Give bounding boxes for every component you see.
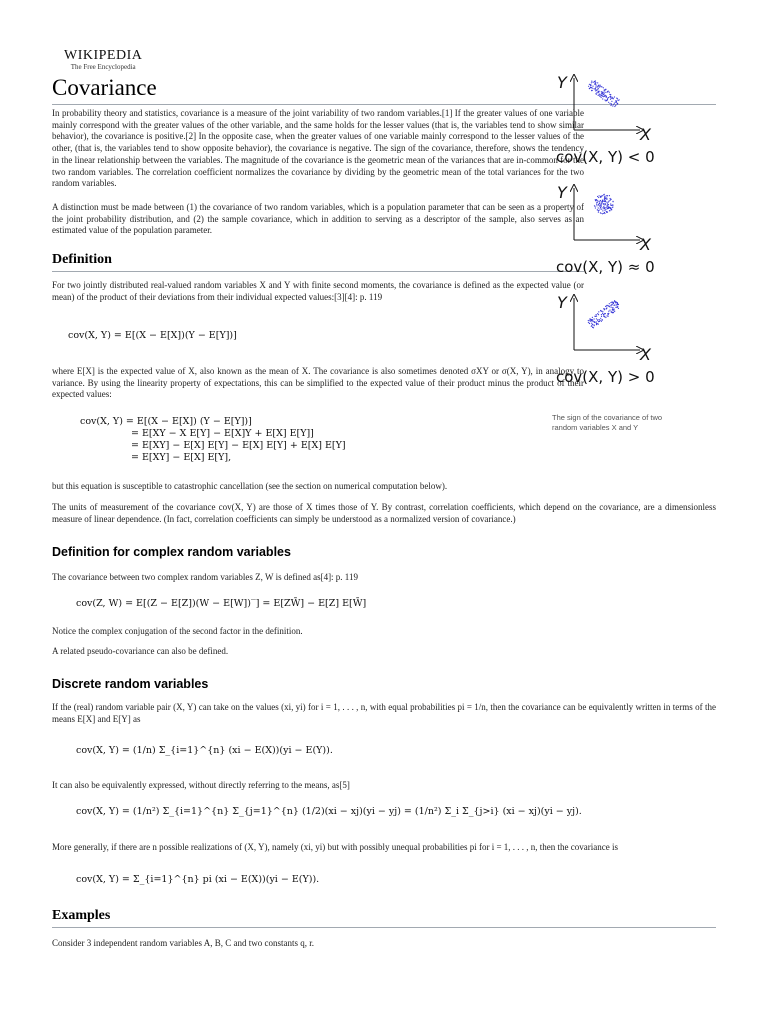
scatter-point xyxy=(607,211,608,212)
scatter-point xyxy=(603,316,604,317)
scatter-point xyxy=(615,100,616,101)
scatter-point xyxy=(590,87,591,88)
scatter-point xyxy=(608,201,609,202)
scatter-point xyxy=(602,313,603,314)
discrete-paragraph-3: More generally, if there are n possible realizations of (X, Y), namely (xi, yi) but with possibly unequal probabilities pi for i = 1, . . . , n, then the covariance is xyxy=(52,842,619,852)
scatter-point xyxy=(605,317,606,318)
wordmark-subtitle: The Free Encyclopedia xyxy=(70,63,136,71)
scatter-point xyxy=(601,314,602,315)
scatter-point xyxy=(607,206,608,207)
scatter-point xyxy=(593,321,594,322)
scatter-point xyxy=(598,321,599,322)
scatter-point xyxy=(600,212,601,213)
scatter-point xyxy=(615,102,616,103)
scatter-point xyxy=(610,305,611,306)
scatter-point xyxy=(602,201,603,202)
scatter-point xyxy=(594,205,595,206)
scatter-point xyxy=(602,95,603,96)
scatter-point xyxy=(606,207,607,208)
scatter-point xyxy=(601,321,602,322)
y-axis-label: Y xyxy=(557,73,567,92)
scatter-point xyxy=(613,303,614,304)
scatter-point xyxy=(606,211,607,212)
complex-paragraph-2: Notice the complex conjugation of the second factor in the definition. xyxy=(52,626,303,636)
scatter-point xyxy=(595,88,596,89)
scatter-point xyxy=(608,311,609,312)
definition-paragraph-4: The units of measurement of the covariance cov(X, Y) are those of X times those of Y. By contrast, correlation coefficients, which depend on the covariance, are a dimensionless measure of linear dependence. (In fact, correlation coefficients can simply be understood as a normalized version of covariance.) xyxy=(52,502,716,524)
scatter-point xyxy=(591,90,592,91)
complex-equation: cov(Z, W) = E[(Z − E[Z])(W − E[W])‾] = E[ZW̄] − E[Z] E[W̄] xyxy=(76,598,367,609)
scatter-point xyxy=(600,200,601,201)
scatter-point xyxy=(599,96,600,97)
panel-equation: cov(X, Y) ≈ 0 xyxy=(556,258,655,276)
scatter-point xyxy=(599,203,600,204)
scatter-point xyxy=(599,195,600,196)
scatter-point xyxy=(598,210,599,211)
scatter-point xyxy=(598,314,599,315)
scatter-point xyxy=(616,304,617,305)
scatter-point xyxy=(610,198,611,199)
scatter-point xyxy=(592,327,593,328)
scatter-point xyxy=(599,321,600,322)
scatter-point xyxy=(596,92,597,93)
scatter-point xyxy=(597,82,598,83)
scatter-point xyxy=(602,319,603,320)
scatter-point xyxy=(591,323,592,324)
scatter-point xyxy=(609,195,610,196)
discrete-equation-2: cov(X, Y) = (1/n²) Σ_{i=1}^{n} Σ_{j=1}^{n} (1/2)(xi − xj)(yi − yj) = (1/n²) Σ_i Σ_{j>i} (xi − xj)(yi − yj). xyxy=(76,806,582,817)
scatter-point xyxy=(614,96,615,97)
scatter-point xyxy=(611,101,612,102)
scatter-point xyxy=(600,318,601,319)
scatter-point xyxy=(596,314,597,315)
scatter-point xyxy=(604,314,605,315)
scatter-point xyxy=(614,311,615,312)
scatter-point xyxy=(598,95,599,96)
scatter-point xyxy=(603,206,604,207)
scatter-point xyxy=(599,201,600,202)
scatter-point xyxy=(596,200,597,201)
scatter-point xyxy=(615,105,616,106)
scatter-point xyxy=(608,207,609,208)
scatter-point xyxy=(594,325,595,326)
scatter-point xyxy=(601,97,602,98)
scatter-point xyxy=(607,203,608,204)
scatter-point xyxy=(612,201,613,202)
scatter-panel xyxy=(556,293,655,386)
scatter-point xyxy=(607,195,608,196)
scatter-point xyxy=(595,82,596,83)
x-axis-label: X xyxy=(640,235,651,254)
scatter-point xyxy=(611,307,612,308)
figure-panels xyxy=(556,73,655,386)
scatter-point xyxy=(593,88,594,89)
examples-paragraph-1: Consider 3 independent random variables A, B, C and two constants q, r. xyxy=(52,938,314,948)
scatter-point xyxy=(595,90,596,91)
wordmark-title: WIKIPEDIA xyxy=(64,48,143,63)
scatter-point xyxy=(612,302,613,303)
scatter-point xyxy=(617,98,618,99)
scatter-point xyxy=(588,322,589,323)
scatter-point xyxy=(608,316,609,317)
scatter-point xyxy=(605,89,606,90)
scatter-point xyxy=(613,104,614,105)
scatter-point xyxy=(614,103,615,104)
scatter-point xyxy=(606,198,607,199)
scatter-point xyxy=(608,102,609,103)
scatter-point xyxy=(596,321,597,322)
scatter-point xyxy=(616,102,617,103)
scatter-point xyxy=(596,90,597,91)
scatter-point xyxy=(597,196,598,197)
scatter-point xyxy=(602,210,603,211)
scatter-point xyxy=(611,312,612,313)
scatter-point xyxy=(600,320,601,321)
scatter-point xyxy=(609,210,610,211)
scatter-point xyxy=(596,94,597,95)
scatter-point xyxy=(617,306,618,307)
scatter-point xyxy=(600,197,601,198)
scatter-point xyxy=(610,200,611,201)
scatter-point xyxy=(604,93,605,94)
covariance-figure[interactable] xyxy=(552,70,672,433)
scatter-point xyxy=(604,213,605,214)
scatter-point xyxy=(609,310,610,311)
scatter-point xyxy=(600,208,601,209)
scatter-point xyxy=(595,87,596,88)
scatter-point xyxy=(600,204,601,205)
scatter-point xyxy=(604,316,605,317)
scatter-point xyxy=(613,312,614,313)
scatter-point xyxy=(610,97,611,98)
scatter-point xyxy=(610,105,611,106)
scatter-point xyxy=(605,209,606,210)
discrete-paragraph-2: It can also be equivalently expressed, without directly referring to the means, as[5] xyxy=(52,780,350,790)
scatter-point xyxy=(617,103,618,104)
scatter-point xyxy=(600,205,601,206)
scatter-point xyxy=(612,205,613,206)
equation-line: = E[XY] − E[X] E[Y], xyxy=(131,452,232,463)
scatter-point xyxy=(592,317,593,318)
scatter-point xyxy=(610,99,611,100)
scatter-point xyxy=(619,99,620,100)
scatter-point xyxy=(613,98,614,99)
scatter-point xyxy=(613,309,614,310)
scatter-point xyxy=(604,210,605,211)
complex-paragraph-3: A related pseudo-covariance can also be defined. xyxy=(52,646,229,656)
intro-paragraph-2: A distinction must be made between (1) the covariance of two random variables, which is a population parameter that can be seen as a property of the joint probability distribution, and (2) the sample covariance, which in addition to serving as a descriptor of the sample, also serves as an estimated value of the population parameter. xyxy=(52,202,584,236)
scatter-point xyxy=(601,201,602,202)
scatter-point xyxy=(596,204,597,205)
scatter-point xyxy=(595,199,596,200)
scatter-point xyxy=(598,88,599,89)
scatter-point xyxy=(592,88,593,89)
complex-paragraph-1: The covariance between two complex random variables Z, W is defined as[4]: p. 119 xyxy=(52,572,358,582)
scatter-point xyxy=(594,321,595,322)
scatter-point xyxy=(614,300,615,301)
scatter-point xyxy=(610,208,611,209)
scatter-point xyxy=(604,90,605,91)
scatter-point xyxy=(598,197,599,198)
scatter-point xyxy=(612,304,613,305)
section-heading-definition: Definition xyxy=(52,252,584,272)
scatter-point xyxy=(605,203,606,204)
scatter-point xyxy=(588,320,589,321)
scatter-point xyxy=(591,320,592,321)
wikipedia-logo[interactable] xyxy=(64,48,142,71)
scatter-point xyxy=(597,202,598,203)
scatter-point xyxy=(604,196,605,197)
x-axis-label: X xyxy=(640,125,651,144)
section-heading-discrete: Discrete random variables xyxy=(52,677,209,691)
scatter-point xyxy=(615,302,616,303)
scatter-point xyxy=(604,308,605,309)
scatter-point xyxy=(609,92,610,93)
scatter-point xyxy=(588,86,589,87)
scatter-point xyxy=(603,94,604,95)
scatter-point xyxy=(607,98,608,99)
scatter-point xyxy=(589,323,590,324)
scatter-point xyxy=(612,105,613,106)
definition-paragraph-1: For two jointly distributed real-valued random variables X and Y with finite second moments, the covariance is defined as the expected value (or mean) of the product of their deviations from their individual expected values:[3][4]: p. 119 xyxy=(52,280,584,302)
discrete-paragraph-1: If the (real) random variable pair (X, Y) can take on the values (xi, yi) for i = 1, . . . , n, with equal probabilities pi = 1/n, then the covariance can be equivalently written in terms of the means E[X] and E[Y] as xyxy=(52,702,716,724)
scatter-point xyxy=(605,306,606,307)
scatter-point xyxy=(592,324,593,325)
scatter-point xyxy=(591,81,592,82)
scatter-point xyxy=(612,309,613,310)
scatter-point xyxy=(608,91,609,92)
scatter-point xyxy=(596,324,597,325)
scatter-point xyxy=(598,91,599,92)
scatter-point xyxy=(606,308,607,309)
x-axis-label: X xyxy=(640,345,651,364)
section-heading-complex: Definition for complex random variables xyxy=(52,545,291,559)
scatter-point xyxy=(590,84,591,85)
scatter-point xyxy=(611,209,612,210)
equation-line: = E[XY − X E[Y] − E[X]Y + E[X] E[Y]] xyxy=(131,428,314,439)
equation-line: = E[XY] − E[X] E[Y] − E[X] E[Y] + E[X] E[Y] xyxy=(131,440,346,451)
scatter-panel xyxy=(556,183,655,276)
scatter-point xyxy=(601,93,602,94)
scatter-point xyxy=(597,209,598,210)
definition-equation-1: cov(X, Y) = E[(X − E[X])(Y − E[Y])] xyxy=(68,330,237,341)
scatter-point xyxy=(598,201,599,202)
scatter-point xyxy=(611,103,612,104)
scatter-point xyxy=(615,301,616,302)
scatter-point xyxy=(603,96,604,97)
scatter-point xyxy=(603,203,604,204)
scatter-point xyxy=(600,207,601,208)
scatter-point xyxy=(606,100,607,101)
scatter-point xyxy=(615,307,616,308)
scatter-point xyxy=(604,199,605,200)
scatter-point xyxy=(613,305,614,306)
scatter-point xyxy=(601,91,602,92)
scatter-point xyxy=(604,99,605,100)
scatter-point xyxy=(597,319,598,320)
discrete-equation-3: cov(X, Y) = Σ_{i=1}^{n} pi (xi − E(X))(yi − E(Y)). xyxy=(76,874,320,885)
page-title: Covariance xyxy=(52,75,716,105)
scatter-point xyxy=(606,96,607,97)
scatter-point xyxy=(598,212,599,213)
definition-paragraph-2: where E[X] is the expected value of X, also known as the mean of X. The covariance is also sometimes denoted σXY or σ(X, Y), in analogy to variance. By using the linearity property of expectations, this can be simplified to the expected value of their product minus the product of their expected values: xyxy=(52,366,584,400)
scatter-point xyxy=(598,204,599,205)
definition-equation-2 xyxy=(80,416,346,464)
scatter-point xyxy=(591,82,592,83)
scatter-point xyxy=(601,316,602,317)
scatter-point xyxy=(595,89,596,90)
scatter-point xyxy=(606,202,607,203)
scatter-point xyxy=(605,92,606,93)
figure-caption: The sign of the covariance of two random variables X and Y xyxy=(552,413,663,432)
scatter-point xyxy=(606,199,607,200)
scatter-point xyxy=(612,97,613,98)
scatter-point xyxy=(600,86,601,87)
scatter-point xyxy=(598,311,599,312)
scatter-point xyxy=(599,86,600,87)
scatter-point xyxy=(618,100,619,101)
scatter-point xyxy=(612,312,613,313)
scatter-point xyxy=(597,313,598,314)
scatter-point xyxy=(611,199,612,200)
scatter-point xyxy=(595,207,596,208)
scatter-point xyxy=(614,106,615,107)
scatter-point xyxy=(603,207,604,208)
scatter-point xyxy=(609,103,610,104)
scatter-point xyxy=(602,311,603,312)
scatter-point xyxy=(594,81,595,82)
scatter-point xyxy=(612,207,613,208)
scatter-point xyxy=(602,195,603,196)
y-axis-label: Y xyxy=(557,293,567,312)
scatter-point xyxy=(602,98,603,99)
scatter-point xyxy=(594,84,595,85)
scatter-point xyxy=(603,92,604,93)
discrete-equation-1: cov(X, Y) = (1/n) Σ_{i=1}^{n} (xi − E(X))(yi − E(Y)). xyxy=(76,745,333,756)
panel-equation: cov(X, Y) > 0 xyxy=(556,368,655,386)
scatter-point xyxy=(607,205,608,206)
scatter-point xyxy=(594,316,595,317)
scatter-point xyxy=(596,205,597,206)
scatter-point xyxy=(597,86,598,87)
scatter-point xyxy=(618,308,619,309)
y-axis-label: Y xyxy=(557,183,567,202)
scatter-point xyxy=(596,85,597,86)
scatter-point xyxy=(603,213,604,214)
scatter-point xyxy=(598,324,599,325)
scatter-point xyxy=(607,208,608,209)
scatter-point xyxy=(604,198,605,199)
scatter-point xyxy=(608,313,609,314)
scatter-point xyxy=(599,319,600,320)
scatter-point xyxy=(608,204,609,205)
scatter-point xyxy=(611,205,612,206)
scatter-point xyxy=(610,203,611,204)
scatter-point xyxy=(601,209,602,210)
panel-equation: cov(X, Y) < 0 xyxy=(556,148,655,166)
scatter-point xyxy=(603,87,604,88)
scatter-point xyxy=(594,318,595,319)
scatter-point xyxy=(603,194,604,195)
definition-paragraph-3: but this equation is susceptible to catastrophic cancellation (see the section on numerical computation below). xyxy=(52,481,448,491)
scatter-point xyxy=(595,80,596,81)
scatter-point xyxy=(608,305,609,306)
scatter-point xyxy=(609,200,610,201)
scatter-point xyxy=(596,318,597,319)
scatter-point xyxy=(589,320,590,321)
section-heading-examples: Examples xyxy=(52,908,716,928)
scatter-point xyxy=(610,302,611,303)
scatter-point xyxy=(598,207,599,208)
scatter-panel xyxy=(556,73,655,166)
scatter-point xyxy=(618,304,619,305)
equation-line: cov(X, Y) = E[(X − E[X]) (Y − E[Y])] xyxy=(80,416,252,427)
scatter-point xyxy=(609,94,610,95)
scatter-point xyxy=(601,311,602,312)
scatter-point xyxy=(599,94,600,95)
scatter-point xyxy=(605,200,606,201)
scatter-point xyxy=(612,307,613,308)
covariance-illustration xyxy=(552,70,672,420)
scatter-point xyxy=(600,85,601,86)
scatter-point xyxy=(617,303,618,304)
scatter-point xyxy=(607,305,608,306)
scatter-point xyxy=(605,201,606,202)
scatter-point xyxy=(593,82,594,83)
intro-paragraph-1: In probability theory and statistics, covariance is a measure of the joint variability of two random variables.[1] If the greater values of one variable mainly correspond with the greater values of the other variable, and the same holds for the lesser values (that is, the variables tend to show similar behavior), the covariance is positive.[2] In the opposite case, when the greater values of one variable mainly correspond to the lesser values of the other, (that is, the variables tend to show opposite behavior), the covariance is negative. The sign of the covariance, therefore, shows the tendency in the linear relationship between the variables. The magnitude of the covariance is the geometric mean of the variances that are in-common for the two random variables. The correlation coefficient normalizes the covariance by dividing by the geometric mean of the total variances for the two random variables. xyxy=(52,108,584,189)
scatter-point xyxy=(609,303,610,304)
scatter-point xyxy=(592,86,593,87)
